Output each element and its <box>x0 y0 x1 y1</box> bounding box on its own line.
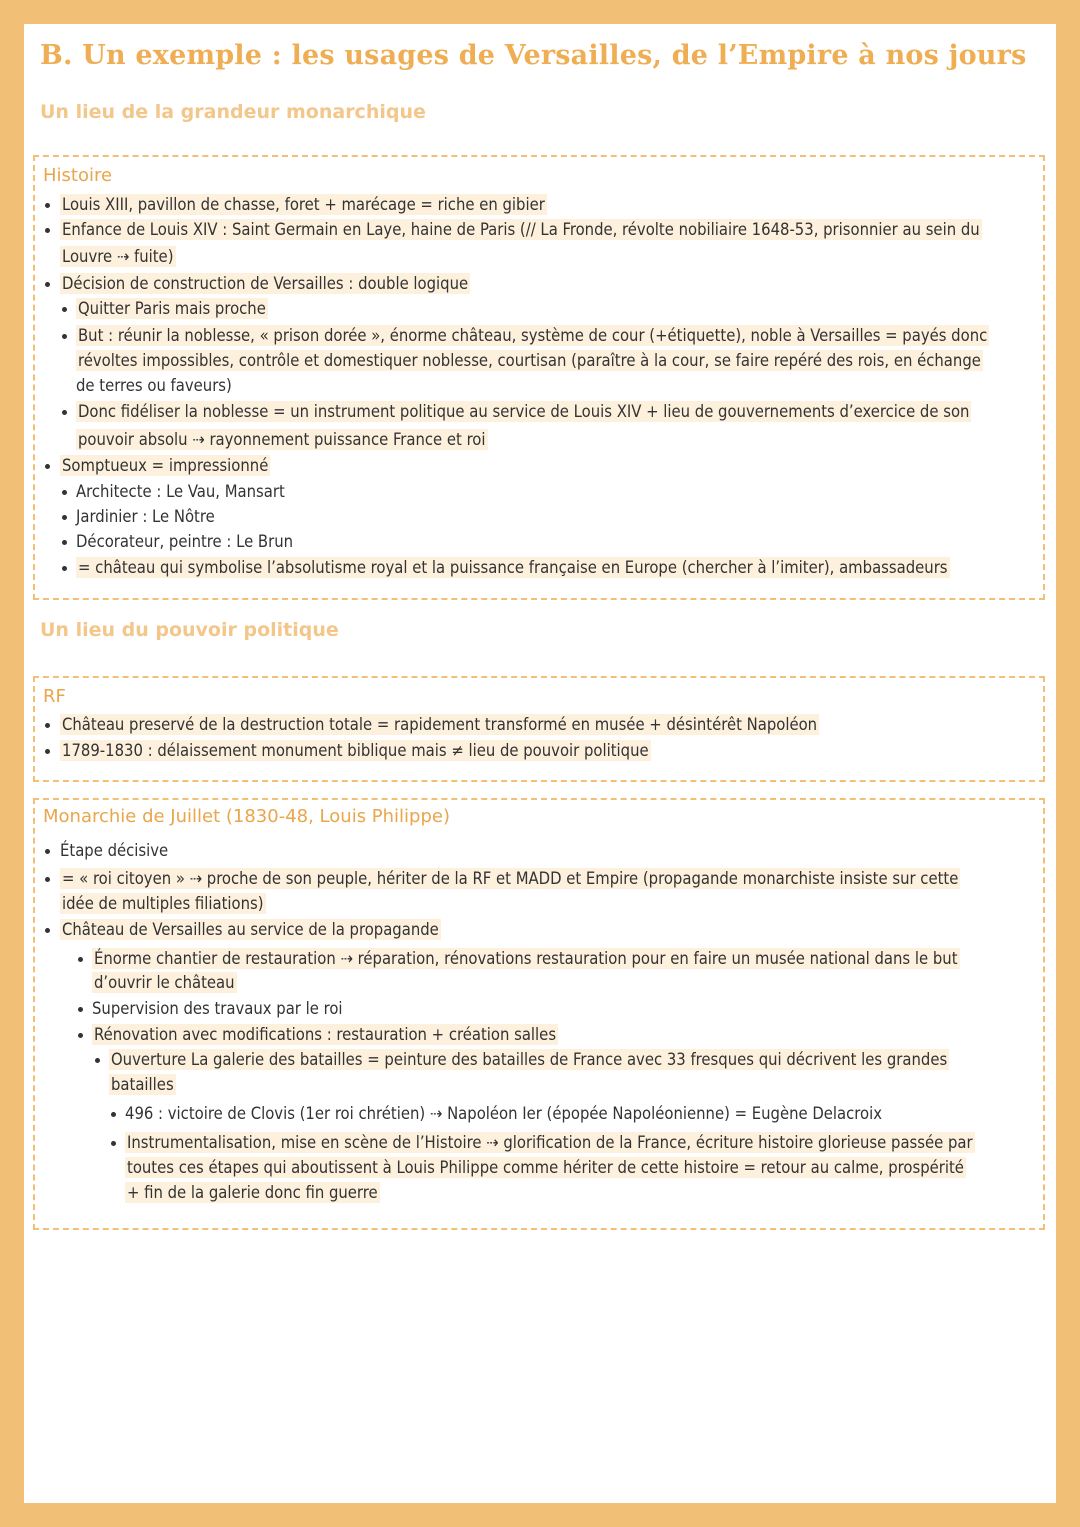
bullet <box>45 877 50 882</box>
note-line: idée de multiples filiations) <box>62 894 264 913</box>
note-line: batailles <box>111 1075 174 1094</box>
note-line: But : réunir la noblesse, « prison dorée », énorme château, système de cour (+étiquette), noble à Versailles = payés donc <box>78 326 988 345</box>
bullet <box>45 928 50 933</box>
note-line: Louvre ⇢ fuite) <box>62 247 174 266</box>
note-line: Supervision des travaux par le roi <box>92 999 343 1018</box>
note-line: Énorme chantier de restauration ⇢ réparation, rénovations restauration pour en faire un musée national dans le but <box>94 949 958 968</box>
bullet <box>45 723 50 728</box>
bullet <box>45 464 50 469</box>
note-line: Décision de construction de Versailles : double logique <box>62 274 469 293</box>
bullet <box>78 957 83 962</box>
rf-box <box>33 676 1045 782</box>
bullet <box>62 410 67 415</box>
note-line: de terres ou faveurs) <box>76 376 232 395</box>
bullet <box>45 749 50 754</box>
note-line: Château de Versailles au service de la propagande <box>62 920 439 939</box>
note-line: Enfance de Louis XIV : Saint Germain en Laye, haine de Paris (// La Fronde, révolte nobiliaire 1648-53, prisonnier au sein du <box>62 220 980 239</box>
note-line: + fin de la galerie donc fin guerre <box>127 1183 378 1202</box>
note-line: 496 : victoire de Clovis (1er roi chrétien) ⇢ Napoléon Ier (épopée Napoléonienne) = Eugène Delacroix <box>125 1104 883 1123</box>
document-page <box>24 24 1056 1503</box>
note-line: Étape décisive <box>60 841 169 860</box>
note-line: Instrumentalisation, mise en scène de l’Histoire ⇢ glorification de la France, écriture histoire glorieuse passée par <box>127 1133 973 1152</box>
bullet <box>62 490 67 495</box>
box-title-monarchie: Monarchie de Juillet (1830-48, Louis Philippe) <box>43 806 451 827</box>
note-line: pouvoir absolu ⇢ rayonnement puissance France et roi <box>78 430 486 449</box>
bullet <box>78 1007 83 1012</box>
bullet <box>45 228 50 233</box>
note-line: 1789-1830 : délaissement monument biblique mais ≠ lieu de pouvoir politique <box>62 741 649 760</box>
note-line: Ouverture La galerie des batailles = peinture des batailles de France avec 33 fresques qui décrivent les grandes <box>111 1050 948 1069</box>
bullet <box>62 307 67 312</box>
note-line: d’ouvrir le château <box>94 973 235 992</box>
note-line: Donc fidéliser la noblesse = un instrument politique au service de Louis XIV + lieu de gouvernements d’exercice de son <box>78 402 970 421</box>
note-line: Somptueux = impressionné <box>62 456 269 475</box>
note-line: Château preservé de la destruction totale = rapidement transformé en musée + désintérêt Napoléon <box>62 715 818 734</box>
box-title-histoire: Histoire <box>43 165 113 186</box>
bullet <box>45 282 50 287</box>
section-heading-pouvoir: Un lieu du pouvoir politique <box>40 619 339 641</box>
note-line: = château qui symbolise l’absolutisme royal et la puissance française en Europe (chercher à l’imiter), ambassadeurs <box>78 558 948 577</box>
bullet <box>45 849 50 854</box>
note-line: révoltes impossibles, contrôle et domestiquer noblesse, courtisan (paraître à la cour, se faire repéré des rois, en échange <box>78 351 981 370</box>
note-line: Louis XIII, pavillon de chasse, foret + marécage = riche en gibier <box>62 195 545 214</box>
bullet <box>111 1141 116 1146</box>
histoire-box <box>33 155 1045 600</box>
bullet <box>78 1033 83 1038</box>
note-line: Architecte : Le Vau, Mansart <box>76 482 285 501</box>
section-heading-grandeur: Un lieu de la grandeur monarchique <box>40 101 426 123</box>
bullet <box>45 203 50 208</box>
bullet <box>62 334 67 339</box>
box-title-rf: RF <box>43 686 66 707</box>
bullet <box>62 515 67 520</box>
bullet <box>62 566 67 571</box>
bullet <box>95 1058 100 1063</box>
note-line: Décorateur, peintre : Le Brun <box>76 532 294 551</box>
note-line: Jardinier : Le Nôtre <box>76 507 215 526</box>
bullet <box>62 540 67 545</box>
note-line: toutes ces étapes qui aboutissent à Louis Philippe comme hériter de cette histoire = retour au calme, prospérité <box>127 1158 964 1177</box>
bullet <box>111 1112 116 1117</box>
monarchie-juillet-box <box>33 798 1045 1230</box>
note-line: Rénovation avec modifications : restauration + création salles <box>94 1025 557 1044</box>
note-line: = « roi citoyen » ⇢ proche de son peuple, hériter de la RF et MADD et Empire (propagande monarchiste insiste sur cette <box>62 869 959 888</box>
note-line: Quitter Paris mais proche <box>78 299 266 318</box>
page-title: B. Un exemple : les usages de Versailles, de l’Empire à nos jours <box>40 40 1027 71</box>
